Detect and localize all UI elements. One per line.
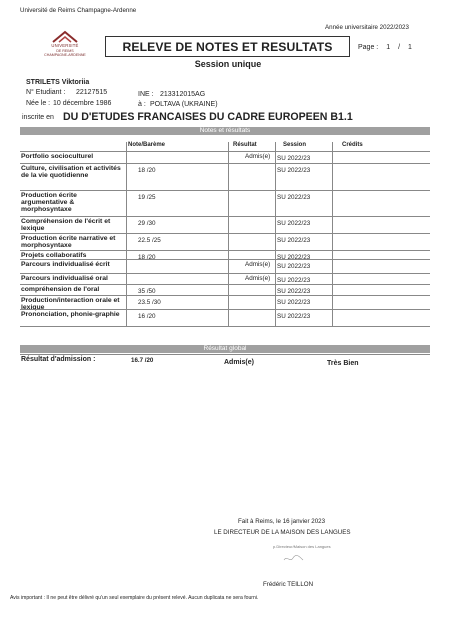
row-note: 19 /25 [138,194,156,201]
student-name: STRILETS Viktoriia [26,79,90,86]
row-label: Culture, civilisation et activités de la vie quotidienne [21,165,121,180]
row-note: 16 /20 [138,313,156,320]
university-logo [40,30,90,57]
row-label: Portfolio socioculturel [21,153,94,160]
table-row [20,309,430,327]
row-label: compréhension de l'oral [21,286,100,293]
birth-place: POLTAVA (UKRAINE) [150,101,218,108]
notes-section-bar: Notes et résultats [20,127,430,135]
document-title: RELEVE DE NOTES ET RESULTATS [105,36,350,57]
signatory-name: Frédéric TEILLON [263,581,314,588]
ine-label: INE : [138,91,154,98]
row-session: SU 2022/23 [277,313,311,320]
admission-note: 16.7 /20 [131,357,154,364]
row-session: SU 2022/23 [277,237,311,244]
admission-result: Admis(e) [224,359,254,366]
admission-mention: Très Bien [327,360,359,367]
col-header-result: Résultat [233,142,257,148]
page-current: 1 [386,44,391,51]
row-note: 29 /30 [138,220,156,227]
signature-stamp-text: p.Directeur/Maison des Langues [273,544,331,549]
page-label: Page : [358,44,379,51]
row-label: Projets collaboratifs [21,252,87,259]
col-header-session: Session [283,142,307,148]
row-session: SU 2022/23 [277,167,311,174]
page-indicator [358,44,412,52]
table-row [20,163,430,191]
row-label: Parcours individualisé oral [21,275,108,282]
row-session: SU 2022/23 [277,288,311,295]
signature-role: LE DIRECTEUR DE LA MAISON DES LANGUES [214,529,351,536]
row-session: SU 2022/23 [277,220,311,227]
session-subtitle: Session unique [194,59,262,69]
row-note: 18 /20 [138,167,156,174]
logo-line-2: DE REIMS [56,48,74,53]
logo-line-3: CHAMPAGNE-ARDENNE [44,52,86,57]
student-id: 22127515 [76,89,108,96]
row-label: Production écrite argumentative & morphosyntaxe [21,192,77,214]
row-session: SU 2022/23 [277,263,311,270]
logo-line-1: UNIVERSITÉ [51,43,79,48]
row-label: Production/interaction orale et lexique [21,297,120,312]
col-header-credits: Crédits [342,142,363,148]
row-note: 18 /20 [138,254,156,261]
row-note: 22.5 /25 [138,237,161,244]
table-row [20,190,430,217]
row-session: SU 2022/23 [277,299,311,306]
table-row [20,259,430,274]
row-session: SU 2022/23 [277,194,311,201]
row-session: SU 2022/23 [277,277,311,284]
row-label: Parcours individualisé écrit [21,261,110,268]
row-session: SU 2022/23 [277,155,311,162]
academic-year: Année universitaire 2022/2023 [325,24,409,31]
table-row [20,216,430,234]
birth-date: 10 décembre 1986 [53,100,112,107]
handwritten-signature [283,551,305,569]
table-bottom-border [20,326,430,327]
table-row [20,233,430,251]
birth-place-label: à : [138,101,146,108]
row-label: Production écrite narrative et morphosyntaxe [21,235,116,250]
row-note: 35 /50 [138,288,156,295]
row-session: SU 2022/23 [277,254,311,261]
ine-value: 213312015AG [160,91,206,98]
global-section-bar: Résultat global [20,345,430,353]
admission-label: Résultat d'admission : [21,356,96,363]
page-total: 1 [407,44,412,51]
row-label: Compréhension de l'écrit et lexique [21,218,111,233]
signature-place-date: Fait à Reims, le 16 janvier 2023 [238,518,326,525]
footer-notice: Avis important : Il ne peut être délivré qu'un seul exemplaire du présent relevé. Aucun duplicata ne sera fourni. [10,595,259,601]
row-result: Admis(e) [245,261,271,268]
row-result: Admis(e) [245,275,271,282]
student-id-label: N° Etudiant : [26,89,66,96]
birth-label: Née le : [26,100,51,107]
global-divider [20,354,430,355]
enrolled-label: inscrite en [22,114,54,121]
logo-mark-icon [50,30,80,44]
row-result: Admis(e) [245,153,271,160]
program-name: DU D'ETUDES FRANCAISES DU CADRE EUROPEEN B1.1 [63,111,353,123]
table-row [20,295,430,310]
page-separator: / [398,44,401,51]
row-note: 23.5 /30 [138,299,161,306]
university-name: Université de Reims Champagne-Ardenne [20,7,137,14]
row-label: Prononciation, phonie-graphie [21,311,120,318]
col-header-note: Note/Barème [128,142,166,148]
